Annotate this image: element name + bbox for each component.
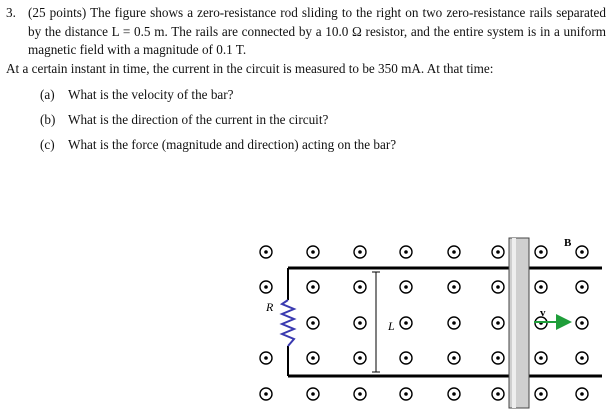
field-dot-center — [264, 392, 268, 396]
field-dot-center — [358, 250, 362, 254]
field-dot-center — [311, 392, 315, 396]
field-dot-center — [404, 356, 408, 360]
resistor-label: R — [266, 300, 274, 314]
field-dot-center — [311, 250, 315, 254]
field-dot-center — [264, 356, 268, 360]
field-dot-center — [404, 392, 408, 396]
rod-highlight — [512, 238, 516, 408]
field-dot-center — [496, 321, 500, 325]
question-text: What is the velocity of the bar? — [68, 87, 234, 103]
field-dot-center — [452, 356, 456, 360]
field-dot-center — [580, 356, 584, 360]
problem-intro: At a certain instant in time, the current in the circuit is measured to be 350 mA. At that time: — [6, 60, 494, 76]
field-dot-center — [311, 356, 315, 360]
question-label: (c) — [40, 136, 55, 152]
circuit-figure — [240, 228, 614, 414]
field-dot-center — [452, 321, 456, 325]
question-a — [40, 86, 606, 105]
field-dot-center — [404, 250, 408, 254]
field-dot-center — [404, 321, 408, 325]
problem-number: 3. — [6, 5, 16, 20]
question-b — [40, 111, 606, 130]
field-dot-center — [580, 321, 584, 325]
field-dot-center — [358, 285, 362, 289]
field-dot-center — [580, 250, 584, 254]
question-label: (a) — [40, 87, 55, 103]
question-text: What is the direction of the current in the circuit? — [68, 111, 329, 127]
field-dot-center — [358, 356, 362, 360]
field-dot-center — [580, 285, 584, 289]
problem-statement: (25 points) The figure shows a zero-resistance rod sliding to the right on two zero-resistance rails separated by the distance L = 0.5 m. The rails are connected by a 10.0 Ω resistor, and the entire system is in a uniform magnetic field with a magnitude of 0.1 T. — [28, 5, 606, 58]
question-text: What is the force (magnitude and direction) acting on the bar? — [68, 136, 397, 152]
length-label: L — [388, 319, 395, 333]
velocity-label: v — [540, 307, 546, 319]
problem-text — [6, 4, 606, 60]
field-dot-center — [496, 392, 500, 396]
field-dot-center — [452, 392, 456, 396]
field-dot-center — [264, 285, 268, 289]
field-dot-center — [496, 285, 500, 289]
field-dot-center — [539, 356, 543, 360]
question-list — [40, 86, 606, 154]
field-dot-center — [404, 285, 408, 289]
field-dot-center — [496, 250, 500, 254]
field-label: B — [564, 237, 572, 249]
field-dot-center — [452, 285, 456, 289]
field-dot-center — [452, 250, 456, 254]
field-dot-center — [358, 321, 362, 325]
field-dot-center — [311, 285, 315, 289]
field-dot-center — [496, 356, 500, 360]
question-c — [40, 136, 606, 155]
resistor-icon — [282, 300, 294, 346]
field-dot-center — [539, 250, 543, 254]
question-label: (b) — [40, 111, 56, 127]
field-dot-center — [311, 321, 315, 325]
field-dot-center — [358, 392, 362, 396]
field-dot-center — [264, 250, 268, 254]
field-dot-center — [539, 285, 543, 289]
problem — [6, 4, 606, 160]
field-dot-center — [539, 392, 543, 396]
field-dot-center — [580, 392, 584, 396]
